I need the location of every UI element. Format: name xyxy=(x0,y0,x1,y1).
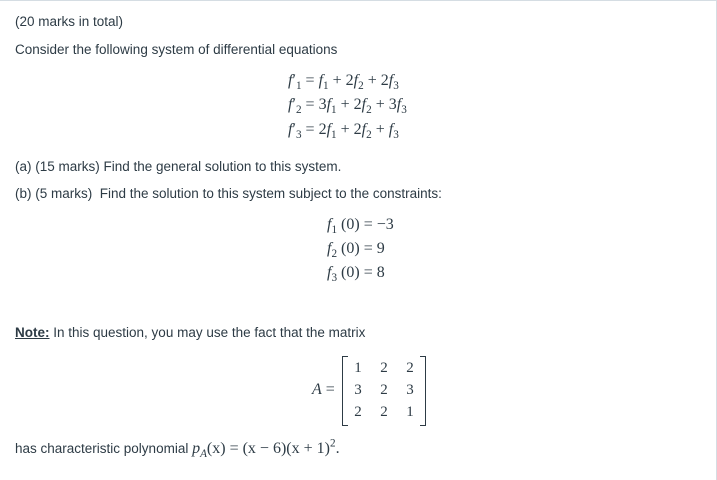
matrix-cell: 2 xyxy=(380,360,388,376)
equation-3: $f'_3 = 2f_1 + 2f_2 + f_3$ xyxy=(288,121,399,142)
marks-header: (20 marks in total) xyxy=(15,14,124,29)
equation-2-rhs: = $3f_1 + 2f_2 + 3f_3$ xyxy=(305,96,407,117)
matrix-cell: 1 xyxy=(354,360,362,376)
equation-1: $f'_1 = f_1 + 2f_2 + 2f_3$ xyxy=(288,72,399,93)
matrix-cell: 2 xyxy=(380,404,388,420)
footer-text: has characteristic polynomial xyxy=(15,441,193,456)
note-label: Note: xyxy=(15,325,50,340)
note-paragraph xyxy=(15,325,365,340)
matrix-cell: 2 xyxy=(380,382,388,398)
intro-text: Consider the following system of differential equations xyxy=(15,42,338,57)
part-b-text: (b) (5 marks) Find the solution to this system subject to the constraints: xyxy=(15,186,442,201)
matrix-name: A = xyxy=(312,381,335,398)
matrix-left-bracket xyxy=(342,356,348,426)
matrix-a xyxy=(342,356,426,426)
matrix-cell: 2 xyxy=(354,404,362,420)
constraint-1: $f_1$ (0) = −3 xyxy=(327,216,394,237)
part-a-text: (a) (15 marks) Find the general solution to this system. xyxy=(15,159,342,174)
constraint-3: $f_3$ (0) = 8 xyxy=(327,264,385,285)
matrix-right-bracket xyxy=(420,356,426,426)
char-polynomial: $p_A(x) = (x - 6)(x + 1)^2$. xyxy=(192,437,340,461)
matrix-cell: 1 xyxy=(406,404,414,420)
footer-paragraph xyxy=(15,437,340,461)
constraint-2: $f_2$ (0) = 9 xyxy=(327,240,385,261)
note-text: In this question, you may use the fact that the matrix xyxy=(49,325,366,340)
matrix-cell: 3 xyxy=(354,382,362,398)
equation-2: $f'_2 = 3f_1 + 2f_2 + 3f_3$ xyxy=(288,96,407,117)
equation-1-rhs: = $f_1 + 2f_2 + 2f_3$ xyxy=(305,72,399,93)
equation-3-rhs: = $2f_1 + 2f_2 + f_3$ xyxy=(305,121,399,142)
matrix-cell: 3 xyxy=(406,382,414,398)
matrix-cell: 2 xyxy=(406,360,414,376)
